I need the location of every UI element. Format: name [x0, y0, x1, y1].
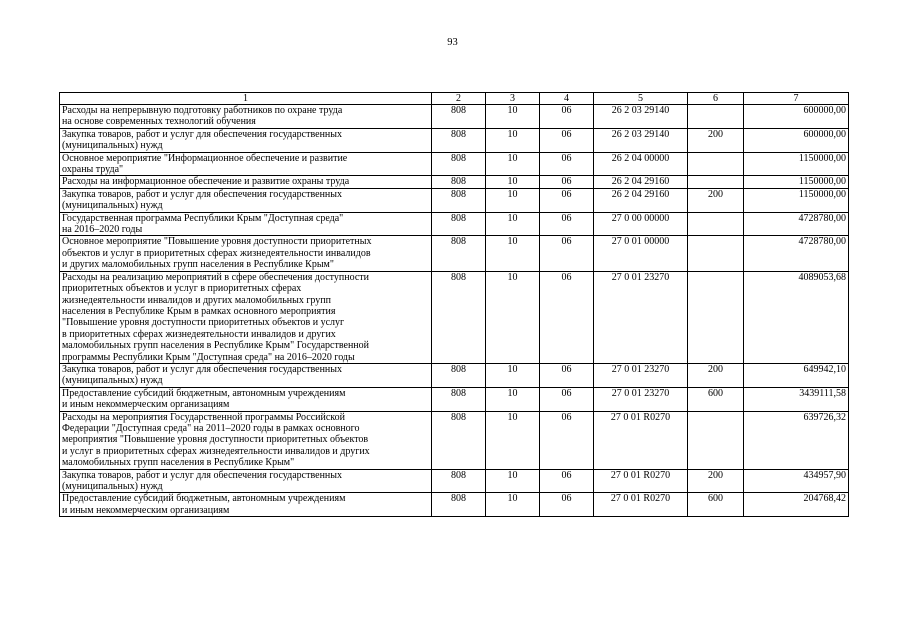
row-subsection-code: 06 — [540, 128, 594, 152]
row-section-code: 10 — [486, 212, 540, 236]
row-description: Закупка товаров, работ и услуг для обеспечения государственных (муниципальных) нужд — [60, 469, 432, 493]
row-amount: 639726,32 — [744, 411, 849, 469]
row-target-code: 26 2 04 29160 — [594, 188, 688, 212]
row-section-code: 10 — [486, 176, 540, 188]
row-admin-code: 808 — [432, 176, 486, 188]
column-header: 5 — [594, 93, 688, 105]
row-description: Государственная программа Республики Крым "Доступная среда" на 2016–2020 годы — [60, 212, 432, 236]
row-subsection-code: 06 — [540, 387, 594, 411]
row-section-code: 10 — [486, 493, 540, 517]
row-section-code: 10 — [486, 105, 540, 129]
column-header: 3 — [486, 93, 540, 105]
row-expense-type: 200 — [688, 188, 744, 212]
row-target-code: 26 2 03 29140 — [594, 105, 688, 129]
row-admin-code: 808 — [432, 236, 486, 271]
row-admin-code: 808 — [432, 363, 486, 387]
row-admin-code: 808 — [432, 271, 486, 363]
row-expense-type — [688, 152, 744, 176]
row-subsection-code: 06 — [540, 212, 594, 236]
row-description: Основное мероприятие "Повышение уровня доступности приоритетных объектов и услуг в приоритетных сферах жизнедеятельности инвалидов и других маломобильных групп населения в Республике Крым" — [60, 236, 432, 271]
row-section-code: 10 — [486, 152, 540, 176]
row-admin-code: 808 — [432, 105, 486, 129]
table-row — [60, 128, 849, 152]
row-description: Расходы на информационное обеспечение и развитие охраны труда — [60, 176, 432, 188]
row-section-code: 10 — [486, 387, 540, 411]
row-expense-type — [688, 236, 744, 271]
row-expense-type: 200 — [688, 128, 744, 152]
row-description: Предоставление субсидий бюджетным, автономным учреждениям и иным некоммерческим организациям — [60, 387, 432, 411]
row-expense-type — [688, 176, 744, 188]
row-section-code: 10 — [486, 411, 540, 469]
table-row — [60, 271, 849, 363]
row-section-code: 10 — [486, 469, 540, 493]
row-amount: 4089053,68 — [744, 271, 849, 363]
table-row — [60, 212, 849, 236]
column-header: 7 — [744, 93, 849, 105]
row-subsection-code: 06 — [540, 469, 594, 493]
row-section-code: 10 — [486, 363, 540, 387]
row-amount: 204768,42 — [744, 493, 849, 517]
row-admin-code: 808 — [432, 493, 486, 517]
row-amount: 649942,10 — [744, 363, 849, 387]
table-row — [60, 176, 849, 188]
row-target-code: 27 0 01 23270 — [594, 271, 688, 363]
row-subsection-code: 06 — [540, 152, 594, 176]
column-header: 4 — [540, 93, 594, 105]
row-subsection-code: 06 — [540, 271, 594, 363]
row-expense-type — [688, 212, 744, 236]
row-amount: 4728780,00 — [744, 236, 849, 271]
row-target-code: 26 2 04 29160 — [594, 176, 688, 188]
budget-table — [59, 92, 849, 517]
row-description: Закупка товаров, работ и услуг для обеспечения государственных (муниципальных) нужд — [60, 188, 432, 212]
row-amount: 1150000,00 — [744, 176, 849, 188]
row-subsection-code: 06 — [540, 188, 594, 212]
row-subsection-code: 06 — [540, 176, 594, 188]
row-expense-type: 200 — [688, 469, 744, 493]
row-description: Закупка товаров, работ и услуг для обеспечения государственных (муниципальных) нужд — [60, 128, 432, 152]
table-body — [60, 105, 849, 517]
row-target-code: 27 0 01 R0270 — [594, 493, 688, 517]
table-row — [60, 387, 849, 411]
row-admin-code: 808 — [432, 387, 486, 411]
row-target-code: 27 0 01 R0270 — [594, 411, 688, 469]
row-admin-code: 808 — [432, 188, 486, 212]
row-subsection-code: 06 — [540, 411, 594, 469]
row-admin-code: 808 — [432, 212, 486, 236]
row-subsection-code: 06 — [540, 105, 594, 129]
table-row — [60, 493, 849, 517]
row-subsection-code: 06 — [540, 493, 594, 517]
row-target-code: 27 0 01 23270 — [594, 363, 688, 387]
row-subsection-code: 06 — [540, 236, 594, 271]
row-amount: 434957,90 — [744, 469, 849, 493]
column-header: 1 — [60, 93, 432, 105]
row-description: Расходы на непрерывную подготовку работников по охране труда на основе современных технологий обучения — [60, 105, 432, 129]
row-amount: 4728780,00 — [744, 212, 849, 236]
row-expense-type: 600 — [688, 493, 744, 517]
row-amount: 600000,00 — [744, 105, 849, 129]
row-target-code: 27 0 00 00000 — [594, 212, 688, 236]
row-description: Основное мероприятие "Информационное обеспечение и развитие охраны труда" — [60, 152, 432, 176]
row-description: Расходы на мероприятия Государственной программы Российской Федерации "Доступная среда" на 2011–2020 годы в рамках основного мероприятия "Повышение уровня доступности приоритетных объектов и услуг в приоритетных сферах жизнедеятельности инвалидов и других маломобильных групп населения в Республике Крым" — [60, 411, 432, 469]
row-admin-code: 808 — [432, 469, 486, 493]
row-target-code: 27 0 01 00000 — [594, 236, 688, 271]
column-header: 6 — [688, 93, 744, 105]
table-row — [60, 188, 849, 212]
row-admin-code: 808 — [432, 411, 486, 469]
row-expense-type: 200 — [688, 363, 744, 387]
header-row — [60, 93, 849, 105]
table-row — [60, 105, 849, 129]
row-section-code: 10 — [486, 271, 540, 363]
row-target-code: 26 2 03 29140 — [594, 128, 688, 152]
row-description: Предоставление субсидий бюджетным, автономным учреждениям и иным некоммерческим организациям — [60, 493, 432, 517]
row-amount: 1150000,00 — [744, 152, 849, 176]
row-section-code: 10 — [486, 188, 540, 212]
row-section-code: 10 — [486, 236, 540, 271]
row-section-code: 10 — [486, 128, 540, 152]
column-header: 2 — [432, 93, 486, 105]
row-amount: 3439111,58 — [744, 387, 849, 411]
row-expense-type — [688, 271, 744, 363]
row-admin-code: 808 — [432, 152, 486, 176]
row-amount: 600000,00 — [744, 128, 849, 152]
row-expense-type: 600 — [688, 387, 744, 411]
row-admin-code: 808 — [432, 128, 486, 152]
table-row — [60, 469, 849, 493]
row-target-code: 27 0 01 R0270 — [594, 469, 688, 493]
row-description: Расходы на реализацию мероприятий в сфере обеспечения доступности приоритетных объектов и услуг в приоритетных сферах жизнедеятельности инвалидов и других маломобильных групп населения в Республике Крым в рамках основного мероприятия "Повышение уровня доступности приоритетных объектов и услуг в приоритетных сферах жизнедеятельности инвалидов и других маломобильных групп населения в Республике Крым" Государственной программы Республики Крым "Доступная среда" на 2016–2020 годы — [60, 271, 432, 363]
row-target-code: 27 0 01 23270 — [594, 387, 688, 411]
row-description: Закупка товаров, работ и услуг для обеспечения государственных (муниципальных) нужд — [60, 363, 432, 387]
table-row — [60, 236, 849, 271]
row-subsection-code: 06 — [540, 363, 594, 387]
page-number: 93 — [447, 37, 458, 48]
row-expense-type — [688, 411, 744, 469]
table-row — [60, 152, 849, 176]
table-row — [60, 363, 849, 387]
row-expense-type — [688, 105, 744, 129]
row-amount: 1150000,00 — [744, 188, 849, 212]
table-row — [60, 411, 849, 469]
row-target-code: 26 2 04 00000 — [594, 152, 688, 176]
